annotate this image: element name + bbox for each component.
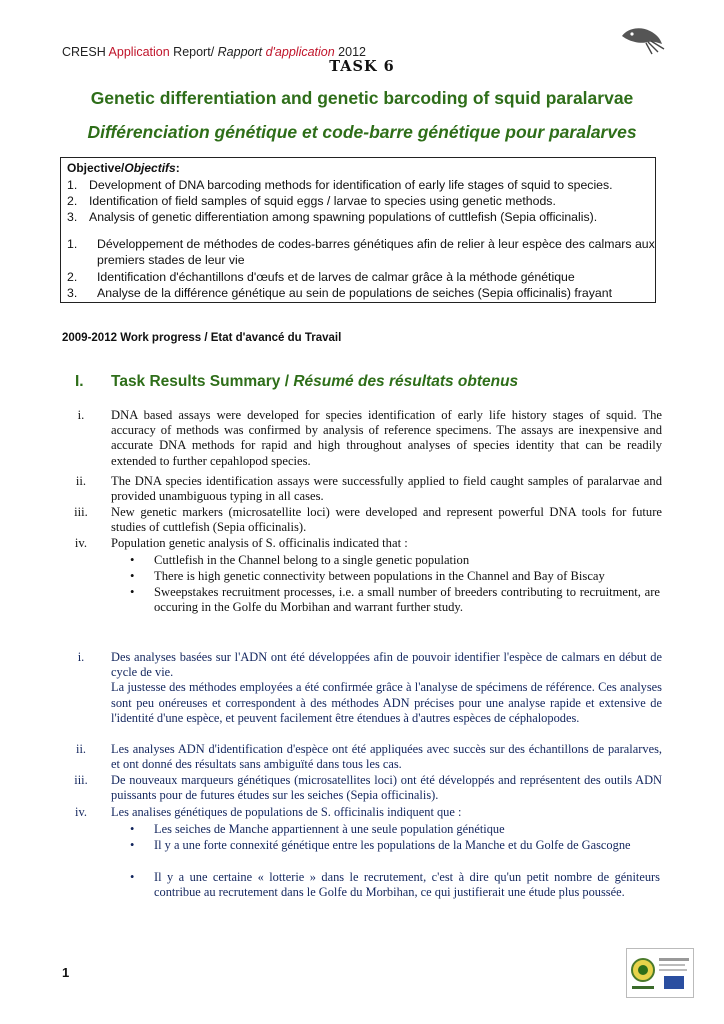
result-text: New genetic markers (microsatellite loci) were developed and represent powerful DNA tools for future studies of cuttlefish (Sepia officinalis).	[111, 505, 662, 535]
report-header	[62, 45, 366, 59]
header-part4: Rapport	[217, 45, 263, 59]
result-number: i.	[77, 408, 85, 422]
result-number: iv.	[74, 536, 88, 550]
result-number: i.	[77, 650, 85, 664]
objective-number: 3.	[67, 286, 78, 300]
objectives-heading-fr: Objectifs	[124, 161, 176, 175]
bullet-dot-icon: •	[130, 822, 135, 836]
result-number: iv.	[75, 805, 87, 819]
section-title-en: Task Results Summary /	[111, 373, 294, 390]
objective-text: Identification of field samples of squid eggs / larvae to species using genetic methods.	[89, 194, 556, 208]
result-fr-iii	[62, 773, 662, 803]
result-text: De nouveaux marqueurs génétiques (microsatellites loci) ont été développés and représentent des outils ADN puissants pour de futures études sur les seiches (Sepia officinalis).	[111, 773, 662, 803]
objective-number: 1.	[67, 178, 78, 192]
objective-number: 2.	[67, 270, 78, 284]
objectives-heading	[67, 161, 180, 175]
result-number: ii.	[75, 474, 87, 488]
bullet-dot-icon: •	[130, 569, 135, 583]
bullet-dot-icon: •	[130, 838, 135, 852]
objective-number: 3.	[67, 210, 78, 224]
result-number: ii.	[76, 742, 86, 756]
objective-text: Développement de méthodes de codes-barres génétiques afin de relier à leur espèce des calmars aux premiers stades de leur vie	[97, 237, 655, 267]
header-part3: Report/	[169, 45, 218, 59]
bullet-dot-icon: •	[130, 553, 135, 567]
bullet-dot-icon: •	[130, 870, 135, 884]
objectives-heading-en: Objective/	[67, 161, 125, 175]
result-text: The DNA species identification assays were successfully applied to field caught samples of paralarvae and provided unambiguous typing in all cases.	[111, 474, 662, 504]
bullet-dot-icon: •	[130, 585, 135, 599]
progress-heading: 2009-2012 Work progress / Etat d'avancé du Travail	[62, 332, 342, 344]
result-text: Population genetic analysis of S. officinalis indicated that :	[111, 536, 408, 550]
objective-number: 1.	[67, 237, 78, 251]
objective-text: Analysis of genetic differentiation among spawning populations of cuttlefish (Sepia officinalis).	[89, 210, 598, 224]
result-en-ii	[62, 474, 662, 504]
result-en-iv	[62, 536, 662, 551]
result-text: Des analyses basées sur l'ADN ont été développées afin de pouvoir identifier l'espèce de calmars en début de cycle de vie.	[111, 650, 662, 680]
result-number: iii.	[74, 505, 88, 519]
bullet-text: There is high genetic connectivity between populations in the Channel and Bay of Biscay	[154, 569, 605, 583]
task-label: TASK 6	[329, 58, 395, 75]
bullet-text: Cuttlefish in the Channel belong to a single genetic population	[154, 553, 470, 567]
result-text: Les analyses ADN d'identification d'espèce ont été appliquées avec succès sur des échantillons de paralarves, et ont donné des résultats sans ambiguïté dans tous les cas.	[111, 742, 662, 772]
header-part6: 2012	[334, 45, 366, 59]
objective-text: Analyse de la différence génétique au sein de populations de seiches (Sepia officinalis) frayant	[97, 286, 612, 300]
objective-text: Identification d'échantillons d'œufs et de larves de calmar grâce à la méthode génétique	[97, 270, 575, 284]
section-number: I.	[75, 373, 84, 390]
result-fr-i	[62, 650, 662, 726]
objective-number: 2.	[67, 194, 78, 208]
bullet-text: Les seiches de Manche appartiennent à une seule population génétique	[154, 822, 505, 836]
result-number: iii.	[74, 773, 88, 787]
objectives-heading-colon: :	[175, 161, 180, 175]
bullet-text: Il y a une forte connexité génétique entre les populations de la Manche et du Golfe de Gascogne	[154, 838, 631, 852]
section-title-fr: Résumé des résultats obtenus	[293, 373, 519, 390]
programme-logo-icon	[626, 948, 694, 998]
objective-text: Development of DNA barcoding methods for identification of early life stages of squid to species.	[89, 178, 613, 192]
result-en-i	[62, 408, 662, 469]
bullet-text: Il y a une certaine « lotterie » dans le recrutement, c'est à dire qu'un petit nombre de géniteurs contribue au recrutement dans le Golfe du Morbihan, ce qui justifierait une étude plus poussée.	[154, 870, 660, 900]
result-fr-iv	[62, 805, 662, 820]
page-number: 1	[62, 965, 70, 980]
title-english: Genetic differentiation and genetic barcoding of squid paralarvae	[90, 88, 634, 108]
result-text: DNA based assays were developed for species identification of early life history stages of squid. The accuracy of methods was confirmed by analysis of reference specimens. The assays are inexpensive and accurate DNA methods for rapid and high throughout analyses of species identity that can be readily extended to further cepahlopod species.	[111, 408, 662, 468]
header-part1: CRESH	[62, 45, 109, 59]
squid-logo-icon	[618, 22, 666, 56]
result-fr-ii	[62, 742, 662, 772]
result-text-continued: La justesse des méthodes employées a été confirmée grâce à l'analyse de spécimens de référence. Ces analyses sont peu onéreuses et correspondent à des méthodes ADN précises pour une analyse rapide et extensive de l'identité d'une espèce, et peuvent facilement être étendues à d'autres espèces de céphalopodes.	[111, 680, 662, 725]
bullet-text: Sweepstakes recruitment processes, i.e. a small number of breeders contributing to recruitment, are occuring in the Golfe du Morbihan and warrant further study.	[154, 585, 660, 615]
header-part5: d'application	[262, 45, 335, 59]
result-text: Les analises génétiques de populations de S. officinalis indiquent que :	[111, 805, 462, 819]
section-title	[111, 373, 518, 391]
result-en-iii	[62, 505, 662, 535]
title-french: Différenciation génétique et code-barre génétique pour paralarves	[87, 122, 637, 142]
header-part2: Application	[108, 45, 170, 59]
